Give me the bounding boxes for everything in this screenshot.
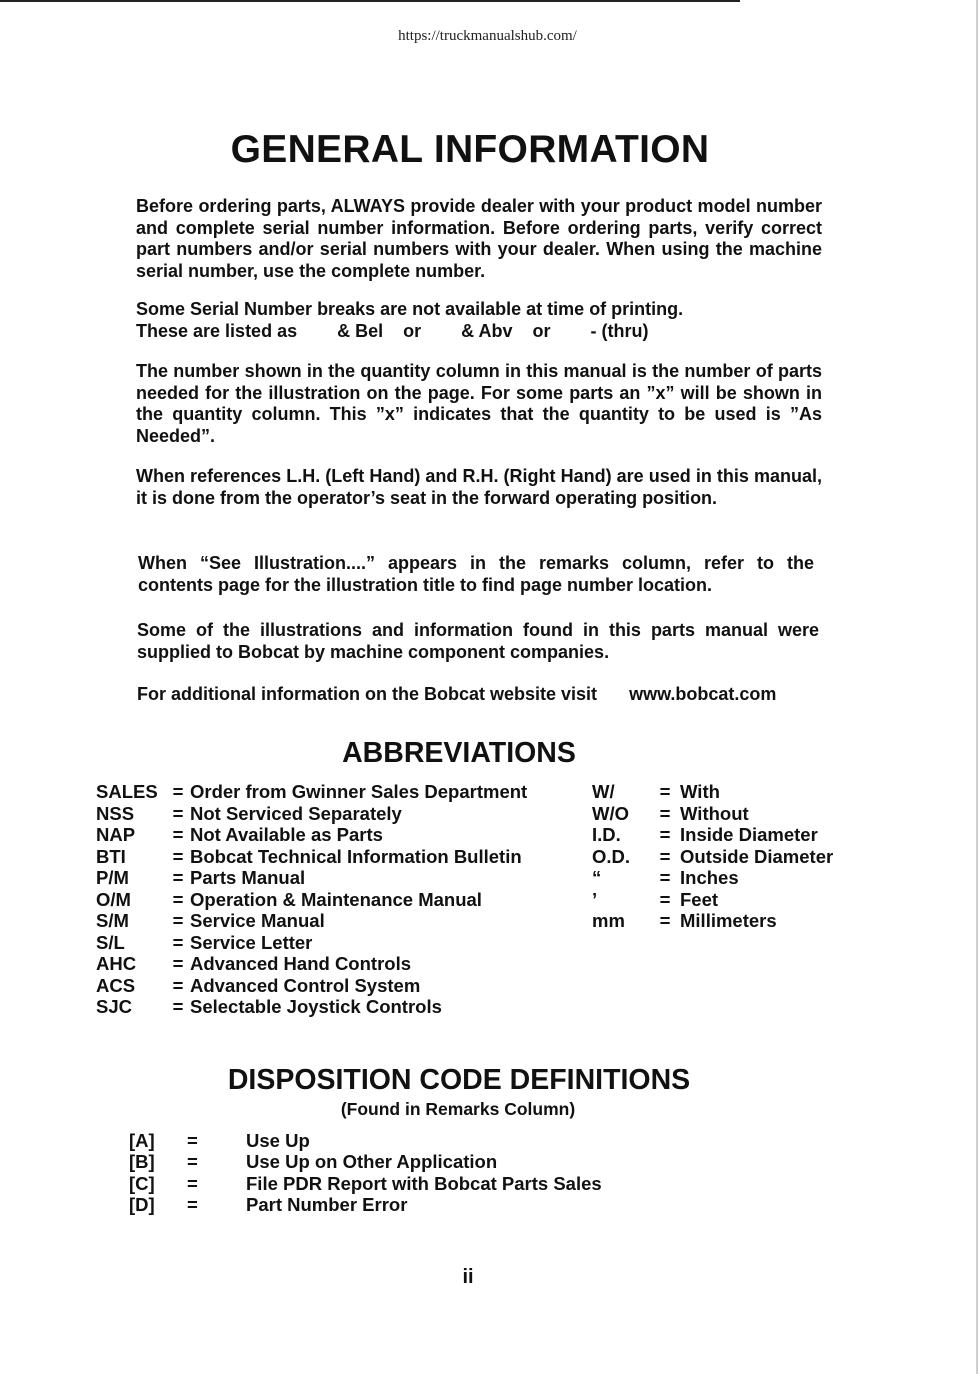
abbr-code: I.D. [592, 824, 621, 845]
disposition-table [129, 1130, 602, 1215]
abbr-code: NAP [96, 824, 136, 845]
table-row [592, 889, 833, 911]
abbr-equals: = [659, 888, 671, 910]
abbr-equals: = [172, 845, 184, 867]
abbr-code: W/ [592, 781, 615, 802]
table-row [96, 824, 527, 846]
abbr-code: O/M [96, 888, 131, 910]
table-row [96, 975, 527, 997]
disposition-code: [C] [129, 1172, 155, 1194]
table-row [96, 953, 527, 975]
disposition-code: [D] [129, 1193, 155, 1215]
abbreviations-heading: ABBREVIATIONS [342, 737, 576, 769]
page-title: GENERAL INFORMATION [230, 128, 710, 171]
website-paragraph [137, 684, 827, 706]
abbr-equals: = [659, 910, 671, 931]
abbr-meaning: Advanced Hand Controls [190, 953, 411, 974]
abbr-meaning: Feet [680, 888, 719, 910]
abbr-equals: = [172, 888, 184, 910]
table-row [592, 846, 833, 868]
abbr-equals: = [172, 974, 184, 996]
disposition-code: [A] [129, 1130, 155, 1151]
disposition-equals: = [187, 1193, 198, 1215]
table-row [96, 910, 527, 932]
disposition-meaning: File PDR Report with Bobcat Parts Sales [246, 1172, 602, 1194]
abbreviations-left-table [96, 781, 527, 1018]
disposition-meaning: Use Up on Other Application [246, 1151, 498, 1173]
abbr-meaning: Operation & Maintenance Manual [190, 888, 482, 910]
abbr-meaning: Not Available as Parts [190, 824, 383, 845]
table-row [129, 1194, 602, 1215]
top-rule [0, 0, 740, 2]
disposition-equals: = [187, 1151, 198, 1173]
abbr-code: W/O [592, 802, 629, 824]
table-row [592, 824, 833, 846]
table-row [129, 1151, 602, 1172]
table-row [592, 781, 833, 803]
abbr-meaning: Without [680, 802, 749, 824]
header-url: https://truckmanualshub.com/ [398, 28, 577, 44]
abbr-meaning: Service Letter [190, 931, 313, 953]
abbr-code: BTI [96, 845, 126, 867]
abbr-equals: = [172, 867, 184, 888]
abbr-code: NSS [96, 802, 135, 824]
abbr-code: S/L [96, 931, 125, 953]
table-row [592, 867, 833, 889]
table-row [129, 1130, 602, 1151]
table-row [96, 846, 527, 868]
table-row [96, 781, 527, 803]
disposition-equals: = [187, 1172, 198, 1194]
page-number: ii [462, 1266, 474, 1288]
abbr-meaning: Not Serviced Separately [190, 802, 402, 824]
disposition-meaning: Part Number Error [246, 1193, 408, 1215]
quantity-paragraph: The number shown in the quantity column in this manual is the number of parts needed for the illustration on the page. For some parts an ”x” will be shown in the quantity column. This ”x” indicates that the quantity to be used is ”As Needed”. [136, 361, 822, 446]
abbr-meaning: With [680, 781, 720, 802]
abbr-code: ’ [592, 888, 598, 910]
abbr-equals: = [659, 824, 671, 845]
serial-break-paragraph [136, 299, 822, 342]
disposition-code: [B] [129, 1151, 155, 1173]
abbr-equals: = [172, 996, 184, 1017]
abbr-equals: = [172, 824, 184, 845]
abbr-code: mm [592, 910, 625, 931]
abbr-code: P/M [96, 867, 129, 888]
table-row [129, 1173, 602, 1194]
abbr-code: ACS [96, 974, 136, 996]
abbr-equals: = [172, 781, 184, 802]
abbr-meaning: Service Manual [190, 910, 325, 931]
abbr-equals: = [172, 910, 184, 931]
abbr-meaning: Parts Manual [190, 867, 306, 888]
abbr-equals: = [172, 802, 184, 824]
abbr-code: “ [592, 867, 602, 888]
table-row [592, 803, 833, 825]
serial-break-line-1: Some Serial Number breaks are not available at time of printing. [136, 299, 684, 319]
serial-break-line-2: These are listed as & Bel or & Abv or - (thru) [136, 320, 649, 341]
table-row [96, 996, 527, 1018]
abbr-equals: = [659, 802, 671, 824]
abbr-equals: = [659, 845, 671, 867]
component-paragraph: Some of the illustrations and information found in this parts manual were supplied to Bobcat by machine component companies. [137, 620, 819, 662]
abbr-meaning: Order from Gwinner Sales Department [190, 781, 528, 802]
disposition-subheading: (Found in Remarks Column) [340, 1099, 576, 1119]
abbr-meaning: Inside Diameter [680, 824, 818, 845]
table-row [96, 932, 527, 954]
abbr-equals: = [172, 931, 184, 953]
abbr-equals: = [659, 867, 671, 888]
table-row [96, 867, 527, 889]
abbr-meaning: Inches [680, 867, 739, 888]
disposition-heading: DISPOSITION CODE DEFINITIONS [227, 1064, 691, 1096]
hand-reference-paragraph: When references L.H. (Left Hand) and R.H. (Right Hand) are used in this manual, it is done from the operator’s seat in the forward operating position. [136, 466, 822, 508]
abbr-code: SALES [96, 781, 158, 802]
ordering-paragraph: Before ordering parts, ALWAYS provide dealer with your product model number and complete serial number information. Before ordering parts, verify correct part numbers and/or serial numbers with your dealer. When using the machine serial number, use the complete number. [136, 196, 822, 281]
abbreviations-right-table [592, 781, 833, 932]
abbr-meaning: Selectable Joystick Controls [190, 996, 442, 1017]
abbr-meaning: Bobcat Technical Information Bulletin [190, 845, 522, 867]
abbr-meaning: Millimeters [680, 910, 777, 931]
abbr-equals: = [172, 953, 184, 974]
abbr-code: SJC [96, 996, 132, 1017]
abbr-equals: = [659, 781, 671, 802]
abbr-meaning: Outside Diameter [680, 845, 834, 867]
disposition-equals: = [187, 1130, 198, 1151]
abbr-meaning: Advanced Control System [190, 974, 421, 996]
abbr-code: AHC [96, 953, 137, 974]
table-row [96, 803, 527, 825]
abbr-code: O.D. [592, 845, 631, 867]
website-text: For additional information on the Bobcat website visit [137, 684, 598, 704]
illustration-paragraph: When “See Illustration....” appears in the remarks column, refer to the contents page for the illustration title to find page number location. [138, 553, 814, 595]
page-edge [976, 0, 978, 1374]
table-row [592, 910, 833, 932]
abbr-code: S/M [96, 910, 129, 931]
website-link[interactable]: www.bobcat.com [629, 684, 777, 704]
disposition-meaning: Use Up [246, 1130, 310, 1151]
table-row [96, 889, 527, 911]
